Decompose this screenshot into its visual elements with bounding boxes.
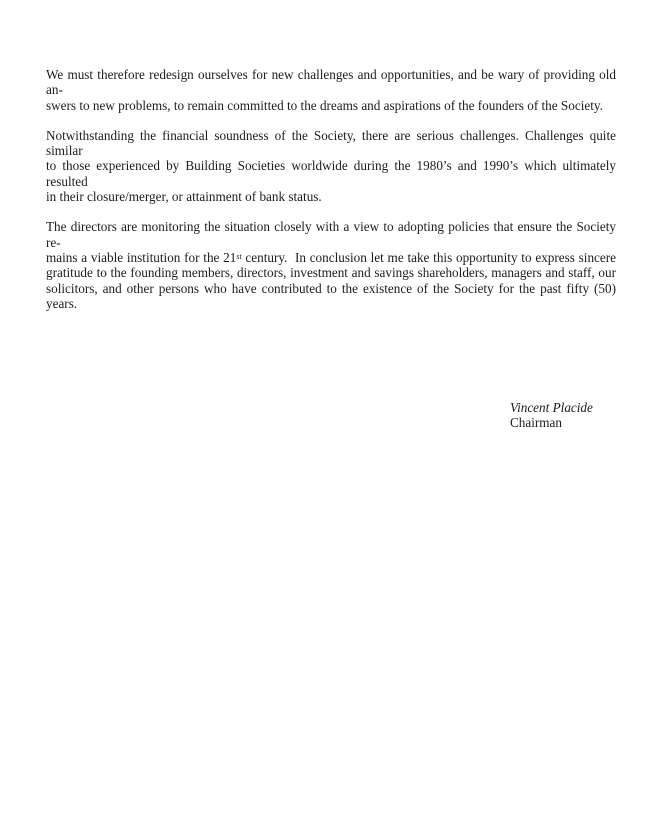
text-line: The directors are monitoring the situation closely with a view to adopting policies that ensure the Society re- (46, 219, 616, 250)
paragraph-2 (46, 128, 616, 204)
text-line: We must therefore redesign ourselves for new challenges and opportunities, and be wary of providing old an- (46, 67, 616, 98)
text-line: to those experienced by Building Societies worldwide during the 1980’s and 1990’s which ultimately resulted (46, 158, 616, 189)
text-line: mains a viable institution for the 21st century. In conclusion let me take this opportunity to express sincere (46, 249, 616, 265)
letter-body (46, 67, 616, 431)
paragraph-3 (46, 219, 616, 311)
text-line: gratitude to the founding members, directors, investment and savings shareholders, managers and staff, our (46, 265, 616, 281)
text-line: swers to new problems, to remain committed to the dreams and aspirations of the founders of the Society. (46, 97, 603, 113)
superscript: st (236, 252, 242, 262)
signature-name: Vincent Placide (510, 400, 593, 416)
signature-title: Chairman (510, 415, 563, 431)
paragraph-1 (46, 67, 616, 113)
text-line: in their closure/merger, or attainment of bank status. (46, 189, 322, 205)
text-line: solicitors, and other persons who have contributed to the existence of the Society for the past fifty (50) years. (46, 280, 616, 311)
text-line: Notwithstanding the financial soundness of the Society, there are serious challenges. Challenges quite similar (46, 127, 616, 159)
signature-block (510, 400, 616, 431)
